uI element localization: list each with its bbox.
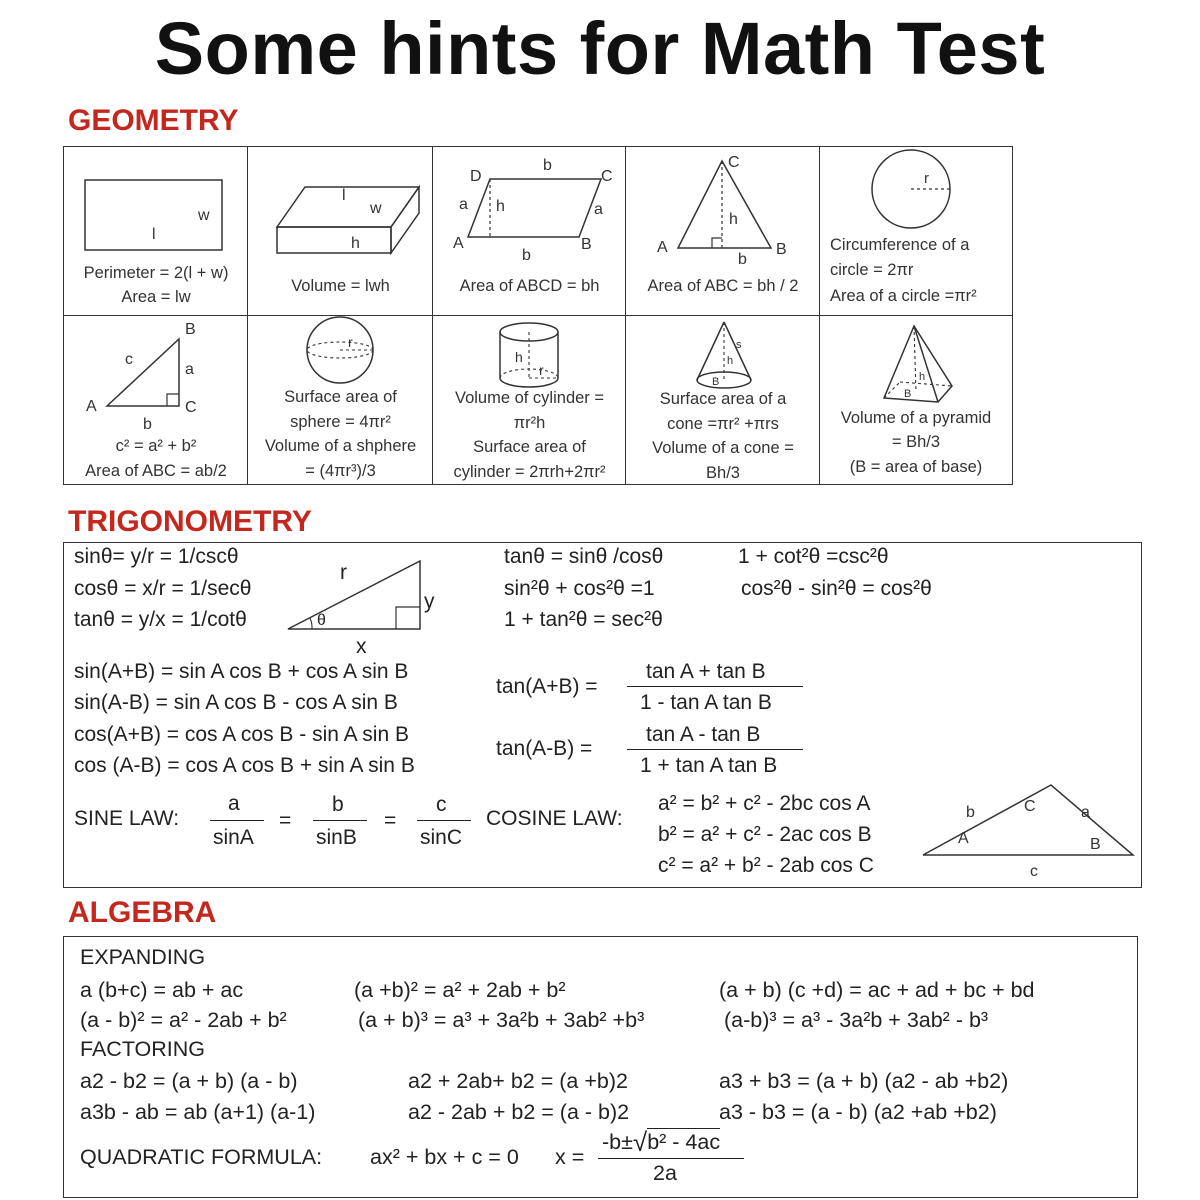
cylinder-sa-2: cylinder = 2πrh+2πr² bbox=[453, 463, 606, 481]
tan-diff-num: tan A - tan B bbox=[646, 723, 761, 746]
label-B: B bbox=[904, 388, 912, 400]
box-volume: Volume = lwh bbox=[291, 277, 390, 295]
label-h: h bbox=[496, 198, 505, 215]
label-w: w bbox=[198, 207, 210, 224]
label-h: h bbox=[919, 371, 926, 383]
label-h: h bbox=[727, 355, 734, 367]
label-D: D bbox=[470, 168, 482, 185]
circle-circ-1: Circumference of a bbox=[830, 236, 970, 254]
sine-law-eq2: = bbox=[384, 809, 397, 832]
sphere-sa-2: sphere = 4πr² bbox=[290, 413, 391, 431]
tan-diff-den: 1 + tan A tan B bbox=[640, 754, 778, 777]
label-y: y bbox=[424, 590, 435, 613]
label-r: r bbox=[348, 334, 353, 350]
quadratic-radicand: b² - 4ac bbox=[647, 1130, 721, 1154]
sine-law-n2: b bbox=[332, 793, 344, 816]
sine-law-n3: c bbox=[436, 793, 447, 816]
circle-circ-2: circle = 2πr bbox=[830, 261, 914, 279]
identity-csc: 1 + cot²θ =csc²θ bbox=[738, 545, 889, 568]
label-C: C bbox=[1024, 798, 1036, 815]
circle-area: Area of a circle =πr² bbox=[830, 287, 977, 305]
rect-perimeter: Perimeter = 2(l + w) bbox=[83, 264, 229, 282]
factor-4: a3b - ab = ab (a+1) (a-1) bbox=[80, 1100, 316, 1124]
rectangle-cell bbox=[64, 147, 248, 316]
cosine-law-b: b² = a² + c² - 2ac cos B bbox=[658, 823, 872, 846]
sine-law-d1: sinA bbox=[213, 826, 254, 849]
label-A: A bbox=[657, 239, 668, 256]
cylinder-vol-1: Volume of cylinder = bbox=[454, 389, 605, 407]
label-B: B bbox=[185, 321, 196, 338]
reference-triangle bbox=[284, 555, 464, 655]
cosine-law-a: a² = b² + c² - 2bc cos A bbox=[658, 792, 871, 815]
cone-sa-1: Surface area of a bbox=[659, 390, 787, 408]
parallelogram-cell bbox=[433, 147, 626, 316]
sine-law-bar2 bbox=[313, 820, 367, 821]
label-h: h bbox=[515, 349, 523, 365]
cylinder-vol-2: πr²h bbox=[513, 414, 546, 432]
label-a: a bbox=[185, 361, 194, 378]
label-B: B bbox=[712, 376, 720, 388]
cos-def: cosθ = x/r = 1/secθ bbox=[74, 577, 252, 600]
expand-3: (a + b) (c +d) = ac + ad + bc + bd bbox=[719, 978, 1035, 1002]
label-l: l bbox=[342, 187, 346, 204]
sine-law-d3: sinC bbox=[420, 826, 463, 849]
factor-3: a3 + b3 = (a + b) (a2 - ab +b2) bbox=[719, 1069, 1009, 1093]
label-r: r bbox=[539, 362, 544, 378]
quadratic-denominator: 2a bbox=[653, 1161, 677, 1185]
label-C: C bbox=[728, 154, 740, 171]
label-A: A bbox=[958, 830, 969, 847]
label-A: A bbox=[86, 398, 97, 415]
cone-sa-2: cone =πr² +πrs bbox=[667, 415, 779, 433]
box-cell bbox=[248, 147, 433, 316]
sine-law-bar3 bbox=[417, 820, 471, 821]
tan-sum-den: 1 - tan A tan B bbox=[640, 691, 772, 714]
label-B: B bbox=[1090, 836, 1101, 853]
tan-sum-bar bbox=[627, 686, 803, 687]
quadratic-num-pre: -b± bbox=[602, 1130, 633, 1154]
factor-5: a2 - 2ab + b2 = (a - b)2 bbox=[408, 1100, 630, 1124]
sine-law-bar1 bbox=[210, 820, 264, 821]
quadratic-numerator bbox=[602, 1127, 721, 1157]
label-A: A bbox=[453, 235, 464, 252]
expanding-heading: EXPANDING bbox=[80, 945, 206, 969]
sphere-cell bbox=[248, 316, 433, 484]
quadratic-label: QUADRATIC FORMULA: bbox=[80, 1145, 323, 1169]
sine-law-d2: sinB bbox=[316, 826, 357, 849]
triangle-cell bbox=[626, 147, 820, 316]
cylinder-sa-1: Surface area of bbox=[473, 438, 586, 456]
circle-cell bbox=[820, 147, 1012, 316]
page-title: Some hints for Math Test bbox=[154, 7, 1046, 90]
factor-1: a2 - b2 = (a + b) (a - b) bbox=[80, 1069, 298, 1093]
factoring-heading: FACTORING bbox=[80, 1037, 206, 1061]
sin-sum: sin(A+B) = sin A cos B + cos A sin B bbox=[74, 660, 409, 683]
label-h: h bbox=[351, 235, 360, 252]
label-C: C bbox=[601, 168, 613, 185]
geometry-heading: GEOMETRY bbox=[68, 104, 239, 137]
label-a-right: a bbox=[594, 201, 603, 218]
parallelogram-area: Area of ABCD = bh bbox=[459, 277, 600, 295]
identity-sec: 1 + tan²θ = sec²θ bbox=[504, 608, 663, 631]
label-B: B bbox=[776, 241, 787, 258]
label-b: b bbox=[143, 416, 152, 433]
geometry-grid bbox=[63, 146, 1013, 485]
cosine-law-label: COSINE LAW: bbox=[486, 807, 623, 830]
quadratic-x: x = bbox=[555, 1145, 585, 1169]
sine-law-eq1: = bbox=[279, 809, 292, 832]
cos-sum: cos(A+B) = cos A cos B - sin A sin B bbox=[74, 723, 409, 746]
pythagoras: c² = a² + b² bbox=[115, 437, 197, 455]
trigonometry-heading: TRIGONOMETRY bbox=[68, 505, 312, 538]
identity-pythag: sin²θ + cos²θ =1 bbox=[504, 577, 655, 600]
label-b-top: b bbox=[543, 157, 552, 174]
label-a-left: a bbox=[459, 196, 468, 213]
factor-2: a2 + 2ab+ b2 = (a +b)2 bbox=[408, 1069, 628, 1093]
tan-def: tanθ = y/x = 1/cotθ bbox=[74, 608, 247, 631]
right-triangle-area: Area of ABC = ab/2 bbox=[85, 462, 227, 480]
cone-cell bbox=[626, 316, 820, 484]
label-r: r bbox=[340, 561, 347, 584]
right-triangle-cell bbox=[64, 316, 248, 484]
sphere-vol-2: = (4πr³)/3 bbox=[305, 462, 376, 480]
factor-6: a3 - b3 = (a - b) (a2 +ab +b2) bbox=[719, 1100, 997, 1124]
expand-1: a (b+c) = ab + ac bbox=[80, 978, 244, 1002]
label-b: b bbox=[966, 804, 975, 821]
expand-2: (a +b)² = a² + 2ab + b² bbox=[354, 978, 566, 1002]
expand-4: (a - b)² = a² - 2ab + b² bbox=[80, 1008, 287, 1032]
label-h: h bbox=[729, 211, 738, 228]
quadratic-equation: ax² + bx + c = 0 bbox=[370, 1145, 519, 1169]
tan-diff-bar bbox=[627, 749, 803, 750]
label-r: r bbox=[924, 170, 929, 187]
label-B: B bbox=[581, 236, 592, 253]
cone-vol-1: Volume of a cone = bbox=[652, 439, 794, 457]
trigonometry-box bbox=[63, 542, 1142, 888]
sin-def: sinθ= y/r = 1/cscθ bbox=[74, 545, 239, 568]
pyramid-vol-2: = Bh/3 bbox=[891, 433, 941, 451]
sin-diff: sin(A-B) = sin A cos B - cos A sin B bbox=[74, 691, 398, 714]
sphere-vol-1: Volume of a shphere bbox=[264, 437, 417, 455]
label-a: a bbox=[1081, 804, 1090, 821]
triangle-area: Area of ABC = bh / 2 bbox=[647, 277, 799, 295]
identity-tan: tanθ = sinθ /cosθ bbox=[504, 545, 664, 568]
cone-vol-2: Bh/3 bbox=[706, 464, 740, 482]
label-s: s bbox=[736, 339, 742, 351]
cosine-law-c: c² = a² + b² - 2ab cos C bbox=[658, 854, 874, 877]
rect-area: Area = lw bbox=[121, 288, 191, 306]
pyramid-vol-1: Volume of a pyramid bbox=[840, 409, 992, 427]
label-C: C bbox=[185, 399, 197, 416]
label-theta: θ bbox=[317, 612, 326, 629]
oblique-triangle bbox=[914, 779, 1139, 883]
expand-5: (a + b)³ = a³ + 3a²b + 3ab² +b³ bbox=[358, 1008, 645, 1032]
tan-diff-lhs: tan(A-B) = bbox=[496, 737, 593, 760]
label-b-bottom: b bbox=[522, 247, 531, 264]
algebra-heading: ALGEBRA bbox=[68, 896, 217, 929]
sqrt-icon: √ bbox=[632, 1127, 648, 1157]
label-c: c bbox=[125, 351, 133, 368]
quadratic-bar bbox=[598, 1158, 744, 1159]
cylinder-cell bbox=[433, 316, 626, 484]
sine-law-n1: a bbox=[228, 792, 240, 815]
pyramid-base-note: (B = area of base) bbox=[849, 458, 983, 476]
sphere-sa-1: Surface area of bbox=[284, 388, 397, 406]
algebra-box bbox=[63, 936, 1138, 1198]
label-x: x bbox=[356, 635, 367, 655]
label-c: c bbox=[1030, 863, 1038, 880]
cos-diff: cos (A-B) = cos A cos B + sin A sin B bbox=[74, 754, 415, 777]
tan-sum-lhs: tan(A+B) = bbox=[496, 675, 598, 698]
tan-sum-num: tan A + tan B bbox=[646, 660, 766, 683]
label-b: b bbox=[738, 251, 747, 268]
label-w: w bbox=[370, 200, 382, 217]
label-l: l bbox=[152, 226, 156, 243]
pyramid-cell bbox=[820, 316, 1012, 484]
expand-6: (a-b)³ = a³ - 3a²b + 3ab² - b³ bbox=[724, 1008, 989, 1032]
identity-cos2: cos²θ - sin²θ = cos²θ bbox=[741, 577, 932, 600]
sine-law-label: SINE LAW: bbox=[74, 807, 180, 830]
